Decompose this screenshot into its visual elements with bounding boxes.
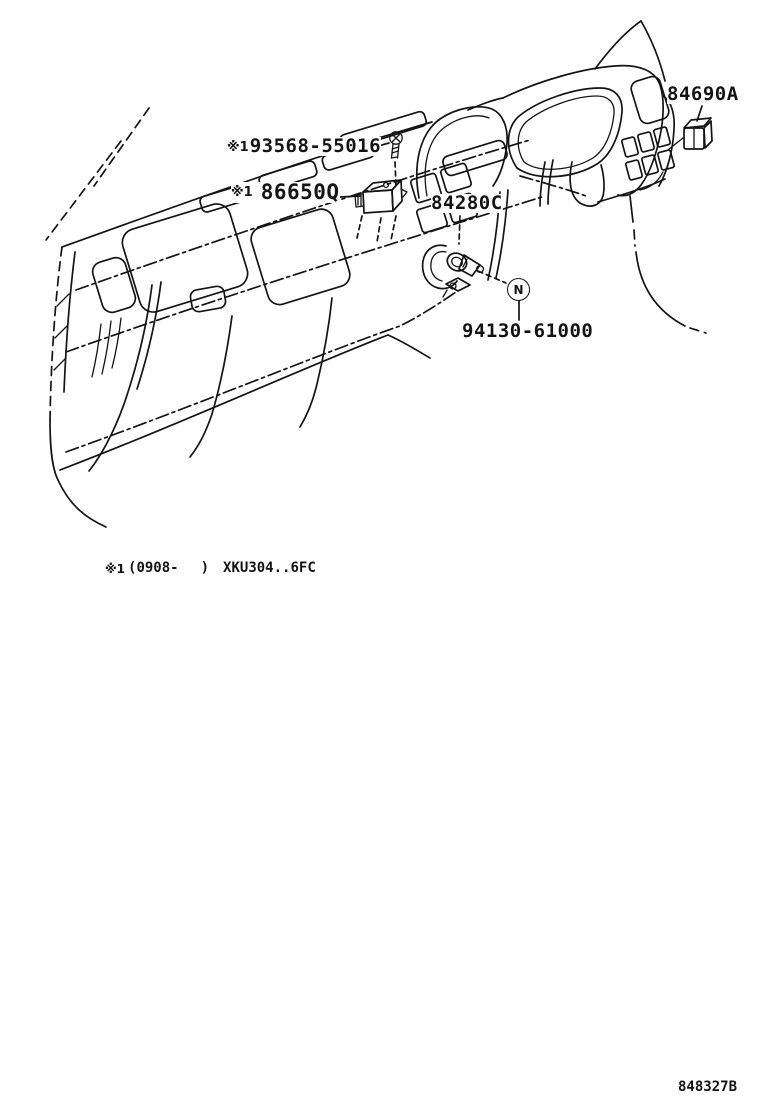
part-label-86650Q[interactable] [231, 182, 340, 203]
side-vent [90, 255, 138, 315]
footnote-model-code: XKU304..6FC [223, 560, 316, 576]
diagram-code: 848327B [678, 1079, 738, 1095]
footnote [105, 561, 316, 575]
screw-axis [395, 162, 396, 186]
part-label-93568-55016[interactable] [227, 137, 381, 156]
socket-base [446, 278, 470, 291]
switch-hole [625, 160, 642, 181]
pillar-line [595, 21, 641, 69]
relay-component-icon [355, 180, 407, 213]
lower-edge [520, 176, 586, 196]
hatch [54, 358, 66, 370]
hatch [92, 324, 101, 377]
part-label-94130-61000[interactable] [462, 322, 593, 341]
glovebox-opening [119, 201, 251, 316]
panel-break [300, 298, 332, 427]
screw-icon [390, 132, 402, 186]
dash-left-end [50, 247, 138, 527]
mount-line [669, 138, 683, 149]
panel-break [548, 160, 553, 204]
switch-hole [621, 137, 638, 158]
a-pillar-left [46, 108, 149, 240]
vent-slot [441, 139, 508, 177]
center-opening [248, 206, 353, 307]
hatch [102, 321, 111, 374]
hood-outline [503, 66, 663, 196]
footnote-date-open: (0908- [128, 560, 179, 576]
panel-break [137, 282, 161, 389]
leader-84280 [459, 216, 460, 244]
hatch [57, 294, 69, 306]
right-edge [659, 96, 674, 186]
column-line [634, 230, 635, 246]
leader-86650 [340, 196, 360, 197]
panel-break [89, 285, 152, 471]
arch-outline [417, 107, 507, 198]
part-label-84690A[interactable] [667, 85, 739, 104]
hatch [112, 318, 121, 368]
switch-hole [641, 155, 658, 176]
lighter-component-icon [423, 245, 484, 297]
switch-hole [637, 132, 654, 153]
part-number: 93568-55016 [249, 135, 382, 157]
pillar-line [94, 108, 149, 186]
relay-side [392, 180, 402, 211]
part-number: 84690A [667, 83, 739, 105]
panel-break [190, 316, 232, 457]
cluster-hood [503, 21, 674, 196]
part-number: 86650Q [260, 180, 340, 204]
part-number: 94130-61000 [462, 320, 594, 342]
footnote-date-close: ) [200, 560, 210, 576]
hood-window [629, 75, 671, 126]
lower-edge [598, 179, 665, 202]
switch-component-icon [684, 118, 712, 149]
column-line [636, 252, 685, 326]
bracket-inner [431, 252, 446, 281]
column-line [630, 196, 633, 222]
part-number: 84280C [431, 192, 503, 214]
bottom-edge [60, 335, 388, 470]
mount-dash [377, 218, 381, 242]
socket-tail [443, 290, 447, 297]
seam-line [66, 292, 456, 452]
footnote-marker: ※1 [231, 185, 253, 200]
part-label-84280C[interactable] [431, 194, 503, 213]
screw-thread [392, 151, 398, 153]
leader-94130 [478, 271, 506, 283]
mount-dash [391, 216, 396, 240]
mount-dash [357, 216, 362, 238]
pillar-line [641, 21, 665, 81]
screw-shaft [392, 144, 394, 158]
screw-thread [393, 147, 399, 149]
screw-tip [392, 157, 398, 158]
relay-front [363, 190, 393, 213]
footnote-marker: ※1 [105, 562, 126, 576]
hatch [55, 326, 67, 338]
center-bezel-arch [417, 107, 507, 198]
column-line [690, 328, 706, 333]
nut-symbol: N [507, 278, 530, 301]
footnote-marker: ※1 [227, 140, 249, 155]
bottom-edge [388, 335, 430, 358]
lighter-body [459, 255, 480, 276]
left-corner [50, 420, 106, 527]
steering-column-area [520, 160, 706, 333]
endcap-edge [64, 252, 75, 392]
relay-mount-dashes [357, 216, 396, 242]
pillar-line [46, 141, 121, 240]
